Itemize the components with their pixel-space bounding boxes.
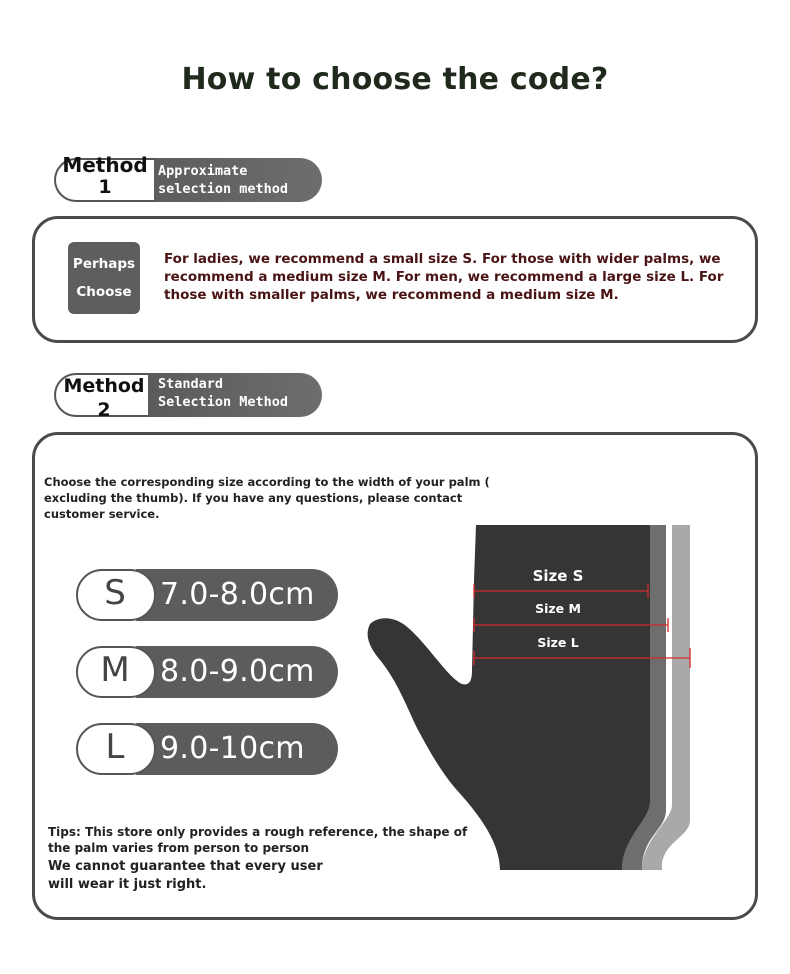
- size-l-range: 9.0-10cm: [160, 731, 305, 766]
- method-1-tag: [54, 153, 322, 202]
- method-2-number: 2: [97, 399, 111, 421]
- tips-line-2: We cannot guarantee that every user will wear it just right.: [48, 859, 323, 892]
- method-2-word: Method: [63, 375, 145, 397]
- size-s-range: 7.0-8.0cm: [160, 577, 315, 612]
- tips-line-1: Tips: This store only provides a rough reference, the shape of the palm varies from person to person: [48, 825, 468, 855]
- size-m-range: 8.0-9.0cm: [160, 654, 315, 689]
- size-l-pill: [76, 723, 338, 775]
- size-m-pill: [76, 646, 338, 698]
- method-1-number: 1: [98, 176, 112, 198]
- method-2-intro: Choose the corresponding size according to the width of your palm ( excluding the thumb). If you have any questions, please contact customer service.: [44, 475, 490, 521]
- perhaps-choose-badge: [68, 242, 140, 314]
- hand-label-s: Size S: [532, 567, 584, 585]
- hand-silhouette: [368, 525, 650, 870]
- size-s-pill: [76, 569, 338, 621]
- method-1-recommendation: For ladies, we recommend a small size S. For those with wider palms, we recommend a medium size M. For men, we recommend a large size L. For those with smaller palms, we recommend a medium size M.: [164, 251, 724, 303]
- method-2-subtitle: Standard Selection Method: [158, 376, 289, 410]
- choose-label: Choose: [76, 284, 132, 300]
- page-title: How to choose the code?: [181, 62, 609, 97]
- size-s-letter: S: [104, 573, 126, 613]
- size-l-letter: L: [105, 727, 125, 767]
- size-m-letter: M: [100, 650, 130, 690]
- perhaps-label: Perhaps: [72, 256, 136, 272]
- hand-label-l: Size L: [537, 635, 579, 650]
- method-1-word: Method: [62, 153, 148, 177]
- method-1-subtitle: Approximate selection method: [158, 163, 289, 197]
- tips-text: [48, 824, 488, 894]
- method-2-tag: [54, 371, 322, 421]
- hand-label-m: Size M: [535, 601, 581, 616]
